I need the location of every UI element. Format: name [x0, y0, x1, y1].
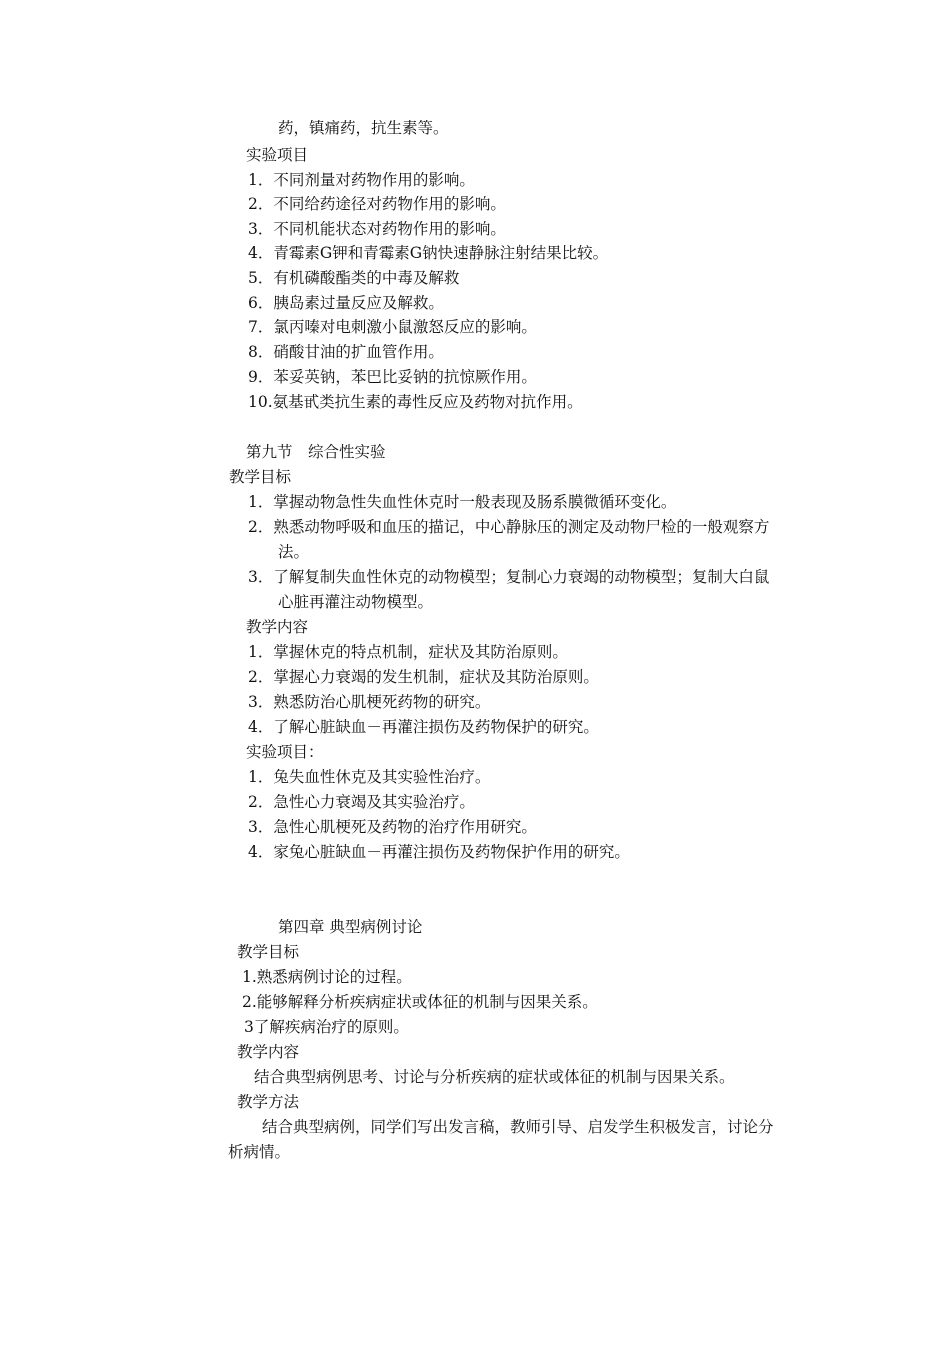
content-paragraph: 结合典型病例思考、讨论与分析疾病的症状或体征的机制与因果关系。 [254, 1068, 735, 1086]
goal-item-continuation: 法。 [278, 543, 310, 561]
goal-item-continuation: 心脏再灌注动物模型。 [278, 593, 434, 611]
content-title: 教学内容 [246, 618, 309, 636]
experiment-item: 3．急性心肌梗死及药物的治疗作用研究。 [248, 818, 537, 836]
content-item: 2．掌握心力衰竭的发生机制，症状及其防治原则。 [248, 668, 599, 686]
method-title: 教学方法 [237, 1093, 300, 1111]
goals-title: 教学目标 [229, 468, 292, 486]
experiment-item: 1．不同剂量对药物作用的影响。 [248, 171, 475, 189]
continuation-line: 药，镇痛药，抗生素等。 [278, 119, 449, 137]
goal-item: 1．掌握动物急性失血性休克时一般表现及肠系膜微循环变化。 [248, 493, 677, 511]
content-item: 3．熟悉防治心肌梗死药物的研究。 [248, 693, 491, 711]
goal-item: 1.熟悉病例讨论的过程。 [242, 968, 412, 986]
goal-item: 3．了解复制失血性休克的动物模型；复制心力衰竭的动物模型；复制大白鼠 [248, 568, 770, 586]
content-item: 1．掌握休克的特点机制，症状及其防治原则。 [248, 643, 568, 661]
experiment-item: 4．青霉素G钾和青霉素G钠快速静脉注射结果比较。 [248, 244, 609, 262]
method-paragraph-line: 析病情。 [228, 1143, 291, 1161]
experiment-item: 1．兔失血性休克及其实验性治疗。 [248, 768, 491, 786]
experiment-title: 实验项目 [246, 146, 309, 164]
experiment-item: 2．急性心力衰竭及其实验治疗。 [248, 793, 475, 811]
experiment-item: 5．有机磷酸酯类的中毒及解救 [248, 269, 460, 287]
experiment-title: 实验项目： [246, 743, 324, 761]
experiment-item: 10.氨基甙类抗生素的毒性反应及药物对抗作用。 [248, 393, 583, 411]
method-paragraph-line: 结合典型病例，同学们写出发言稿，教师引导、启发学生积极发言，讨论分 [262, 1118, 774, 1136]
experiment-item: 6．胰岛素过量反应及解救。 [248, 294, 444, 312]
goal-item: 3了解疾病治疗的原则。 [244, 1018, 409, 1036]
section-heading: 第九节 综合性实验 [246, 443, 386, 461]
experiment-item: 4．家兔心脏缺血－再灌注损伤及药物保护作用的研究。 [248, 843, 630, 861]
experiment-item: 2．不同给药途径对药物作用的影响。 [248, 195, 506, 213]
experiment-item: 8．硝酸甘油的扩血管作用。 [248, 343, 444, 361]
experiment-item: 3．不同机能状态对药物作用的影响。 [248, 220, 506, 238]
content-item: 4．了解心脏缺血－再灌注损伤及药物保护的研究。 [248, 718, 599, 736]
content-title: 教学内容 [237, 1043, 300, 1061]
goal-item: 2．熟悉动物呼吸和血压的描记，中心静脉压的测定及动物尸检的一般观察方 [248, 518, 770, 536]
chapter-heading: 第四章 典型病例讨论 [278, 918, 423, 936]
experiment-item: 9．苯妥英钠，苯巴比妥钠的抗惊厥作用。 [248, 368, 537, 386]
experiment-item: 7．氯丙嗪对电刺激小鼠激怒反应的影响。 [248, 318, 537, 336]
goal-item: 2.能够解释分析疾病症状或体征的机制与因果关系。 [242, 993, 598, 1011]
goals-title: 教学目标 [237, 943, 300, 961]
